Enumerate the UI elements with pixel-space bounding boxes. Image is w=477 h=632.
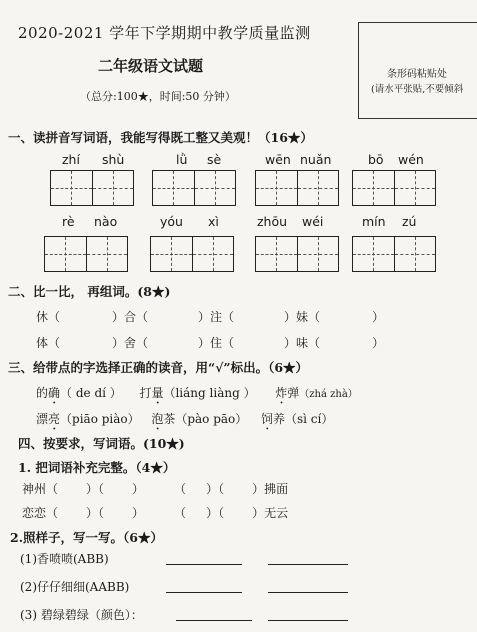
- answer-line[interactable]: [166, 564, 242, 565]
- compare-item: ）合（: [112, 310, 149, 324]
- pinyin-options[interactable]: （piāo piào）: [60, 412, 140, 426]
- compare-item: ）住（: [198, 336, 235, 350]
- compare-row-2: [36, 334, 384, 351]
- answer-line[interactable]: [176, 620, 252, 621]
- pinyin: nào: [94, 214, 118, 229]
- answer-line[interactable]: [268, 592, 348, 593]
- dotted-char: 泡: [151, 412, 164, 426]
- writing-grid[interactable]: [150, 236, 234, 272]
- writing-grid[interactable]: [352, 170, 436, 206]
- idiom-part: ）: [132, 506, 145, 520]
- dotted-char: 确: [48, 386, 61, 400]
- dotted-char: 饲: [260, 412, 273, 426]
- pinyin: zhōu: [257, 214, 288, 229]
- pinyin-options[interactable]: （liáng liàng ）: [163, 386, 256, 400]
- dotted-char: 亮: [48, 412, 61, 426]
- example-item-3: (3) 碧绿碧绿（颜色）：: [20, 608, 143, 622]
- idiom-part: 恋恋（: [22, 506, 59, 520]
- word: 的: [36, 386, 49, 400]
- exam-meta: （总分:100★，时间:50 分钟）: [80, 90, 236, 103]
- answer-line[interactable]: [166, 592, 242, 593]
- idiom-part: ）（: [206, 506, 225, 520]
- idiom-part: ）: [132, 482, 145, 496]
- compare-item: ）味（: [284, 336, 321, 350]
- q1-heading: 1. 把词语补充完整。（4★）: [18, 460, 176, 475]
- barcode-note: (请水平张贴,不要倾斜: [371, 84, 464, 95]
- exam-title: 2020-2021 学年下学期期中教学质量监测: [18, 24, 311, 42]
- pinyin: zhí: [62, 152, 80, 167]
- section2-heading: 二、比一比， 再组词。(8★): [8, 284, 171, 299]
- pinyin: sè: [207, 152, 222, 167]
- idiom-part: （: [174, 482, 187, 496]
- writing-grid[interactable]: [50, 170, 134, 206]
- pinyin-options[interactable]: （zhá zhà）: [299, 389, 358, 400]
- pinyin: mín: [362, 214, 386, 229]
- writing-grid[interactable]: [152, 170, 236, 206]
- compare-item: ）: [372, 336, 385, 350]
- q2-heading: 2.照样子，写一写。（6★）: [10, 530, 163, 545]
- idiom-part: （: [174, 506, 187, 520]
- idiom-row-1: [22, 480, 288, 497]
- compare-item: 体（: [36, 336, 61, 350]
- pinyin: zú: [402, 214, 417, 229]
- word: 养: [272, 412, 285, 426]
- pinyin: nuǎn: [300, 152, 332, 167]
- pinyin-options[interactable]: （sì cí）: [284, 412, 334, 426]
- section1-heading: 一、读拼音写词语，我能写得既工整又美观！（16★）: [8, 130, 313, 145]
- pinyin: wén: [398, 152, 424, 167]
- dotted-char: 炸: [275, 386, 288, 400]
- example-item-2: (2)仔仔细细(AABB): [20, 580, 130, 594]
- writing-grid[interactable]: [255, 170, 339, 206]
- pinyin: shù: [102, 152, 125, 167]
- idiom-part: ）（: [206, 482, 225, 496]
- answer-line[interactable]: [268, 564, 348, 565]
- pronunciation-row-2: [36, 410, 333, 433]
- compare-item: 休（: [36, 310, 61, 324]
- idiom-part: ）拂面: [252, 482, 289, 496]
- pinyin-options[interactable]: （pào pāo）: [175, 412, 248, 426]
- compare-item: ）注（: [198, 310, 235, 324]
- writing-grid[interactable]: [255, 236, 339, 272]
- pinyin: wéi: [302, 214, 324, 229]
- pronunciation-row-1: [36, 384, 358, 407]
- writing-grid[interactable]: [352, 236, 436, 272]
- word: 弹: [287, 386, 300, 400]
- section4-heading: 四、按要求，写词语。(10★): [18, 436, 185, 451]
- pinyin: lǜ: [176, 152, 188, 167]
- compare-item: ）妹（: [284, 310, 321, 324]
- dotted-char: 量: [151, 386, 164, 400]
- answer-line[interactable]: [268, 620, 348, 621]
- exam-subtitle: 二年级语文试题: [98, 57, 204, 75]
- pinyin: xì: [208, 214, 219, 229]
- idiom-part: ）（: [86, 482, 105, 496]
- pinyin: wēn: [265, 152, 291, 167]
- compare-row-1: [36, 308, 384, 325]
- idiom-part: 神州（: [22, 482, 59, 496]
- word: 茶: [163, 412, 176, 426]
- word: 漂: [36, 412, 49, 426]
- writing-grid[interactable]: [44, 236, 128, 272]
- pinyin: yóu: [160, 214, 183, 229]
- compare-item: ）: [372, 310, 385, 324]
- idiom-part: ）（: [86, 506, 105, 520]
- section3-heading: 三、给带点的字选择正确的读音，用“√”标出。（6★）: [8, 360, 309, 375]
- idiom-part: ）无云: [252, 506, 289, 520]
- example-item-1: (1)香喷喷(ABB): [20, 552, 109, 566]
- idiom-row-2: [22, 504, 288, 521]
- barcode-label: 条形码粘贴处: [387, 69, 447, 80]
- pinyin: rè: [62, 214, 75, 229]
- compare-item: ）舍（: [112, 336, 149, 350]
- word: 打: [139, 386, 152, 400]
- pinyin-options[interactable]: （ de dí ）: [60, 386, 122, 400]
- pinyin: bō: [368, 152, 384, 167]
- barcode-area: [358, 22, 477, 119]
